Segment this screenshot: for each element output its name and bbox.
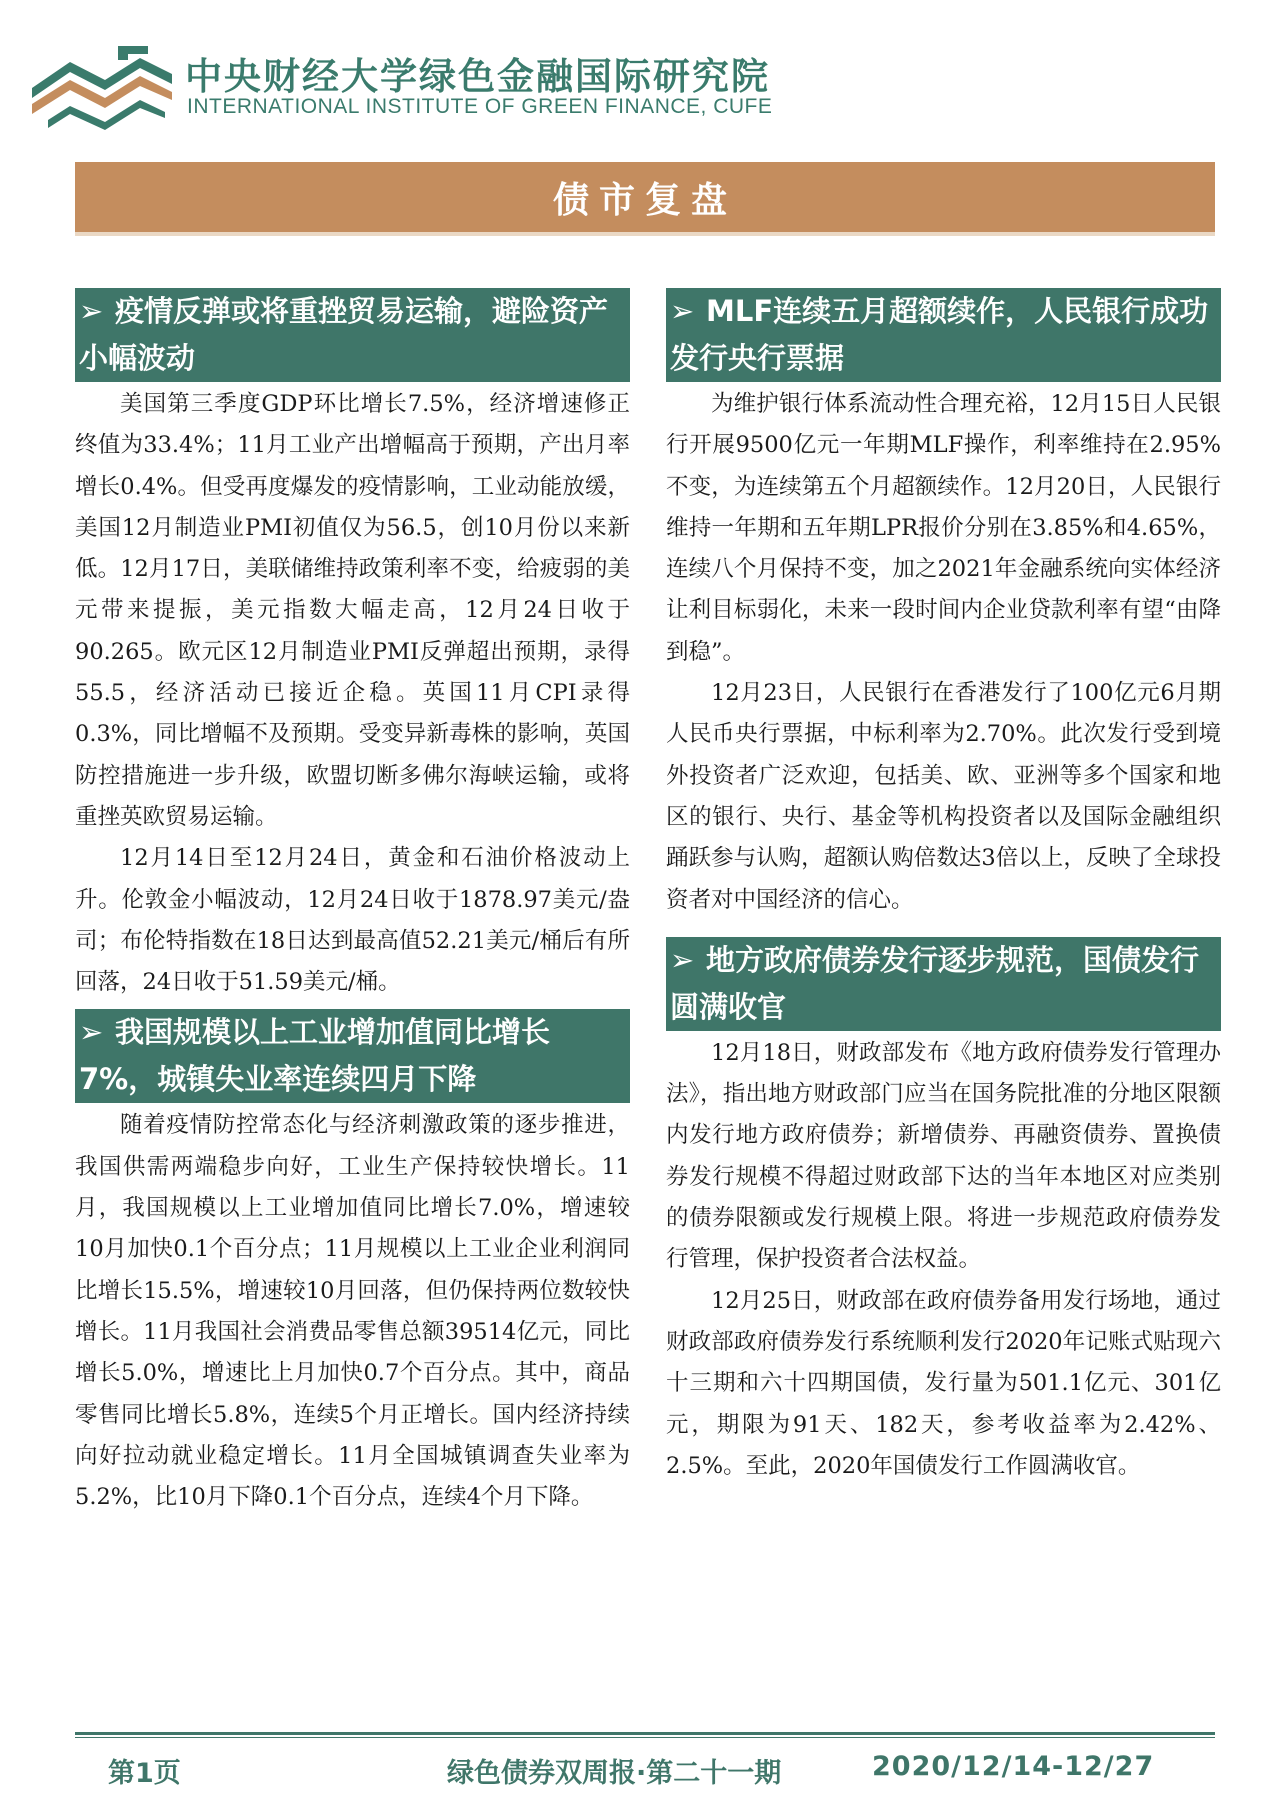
journal-title: 绿色债券双周报·第二十一期 — [447, 1758, 782, 1789]
institute-logo — [30, 40, 175, 135]
paragraph: 12月25日，财政部在政府债券备用发行场地，通过财政部政府债券发行系统顺利发行2020年记账式贴现六十三期和六十四期国债，发行量为501.1亿元、301亿元，期限为91天、182天，参考收益率为2.42%、2.5%。至此，2020年国债发行工作圆满收官。 — [666, 1287, 1221, 1479]
section-banner — [75, 162, 1215, 236]
section-heading: ➢ 疫情反弹或将重挫贸易运输，避险资产小幅波动 — [75, 288, 630, 382]
arrow-bullet-icon: ➢ — [670, 294, 695, 328]
right-column — [666, 288, 1221, 1487]
report-period: 2020/12/14-12/27 — [872, 1751, 1155, 1782]
arrow-bullet-icon: ➢ — [79, 294, 104, 328]
banner-title: 债市复盘 — [552, 179, 737, 221]
paragraph: 12月18日，财政部发布《地方政府债券发行管理办法》，指出地方财政部门应当在国务院批准的分地区限额内发行地方政府债券；新增债券、再融资债券、置换债券发行规模不得超过财政部下达的当年本地区对应类别的债券限额或发行规模上限。将进一步规范政府债券发行管理，保护投资者合法权益。 — [666, 1039, 1221, 1273]
page-footer — [75, 1745, 1215, 1795]
paragraph: 美国第三季度GDP环比增长7.5%，经济增速修正终值为33.4%；11月工业产出增幅高于预期，产出月率增长0.4%。但受再度爆发的疫情影响，工业动能放缓，美国12月制造业PMI初值仅为56.5，创10月份以来新低。12月17日，美联储维持政策利率不变，给疲弱的美元带来提振，美元指数大幅走高，12月24日收于90.265。欧元区12月制造业PMI反弹超出预期，录得55.5，经济活动已接近企稳。英国11月CPI录得0.3%，同比增幅不及预期。受变异新毒株的影响，英国防控措施进一步升级，欧盟切断多佛尔海峡运输，或将重挫英欧贸易运输。 — [75, 391, 630, 830]
arrow-bullet-icon: ➢ — [670, 942, 695, 977]
left-column — [75, 288, 630, 1518]
section-heading: ➢ 我国规模以上工业增加值同比增长7%，城镇失业率连续四月下降 — [75, 1009, 630, 1103]
section-heading: ➢ MLF连续五月超额续作，人民银行成功发行央行票据 — [666, 288, 1221, 382]
page-number: 第1页 — [108, 1758, 181, 1789]
paragraph: 随着疫情防控常态化与经济刺激政策的逐步推进，我国供需两端稳步向好，工业生产保持较快增长。11月，我国规模以上工业增加值同比增长7.0%，增速较10月加快0.1个百分点；11月规模以上工业企业利润同比增长15.5%，增速较10月回落，但仍保持两位数较快增长。11月我国社会消费品零售总额39514亿元，同比增长5.0%，增速比上月加快0.7个百分点。其中，商品零售同比增长5.8%，连续5个月正增长。国内经济持续向好拉动就业稳定增长。11月全国城镇调查失业率为5.2%，比10月下降0.1个百分点，连续4个月下降。 — [75, 1112, 630, 1511]
institute-name-cn: 中央财经大学绿色金融国际研究院 — [185, 55, 770, 98]
arrow-bullet-icon: ➢ — [79, 1015, 104, 1050]
page-header — [0, 0, 1280, 140]
paragraph: 为维护银行体系流动性合理充裕，12月15日人民银行开展9500亿元一年期MLF操作，利率维持在2.95%不变，为连续第五个月超额续作。12月20日，人民银行维持一年期和五年期LPR报价分别在3.85%和4.65%，连续八个月保持不变，加之2021年金融系统向实体经济让利目标弱化，未来一段时间内企业贷款利率有望“由降到稳”。 — [666, 391, 1221, 665]
paragraph: 12月23日，人民银行在香港发行了100亿元6月期人民币央行票据，中标利率为2.70%。此次发行受到境外投资者广泛欢迎，包括美、欧、亚洲等多个国家和地区的银行、央行、基金等机构投资者以及国际金融组织踊跃参与认购，超额认购倍数达3倍以上，反映了全球投资者对中国经济的信心。 — [666, 680, 1221, 913]
section-heading: ➢ 地方政府债券发行逐步规范，国债发行圆满收官 — [666, 937, 1221, 1031]
footer-rule-thin — [75, 1737, 1215, 1738]
paragraph: 12月14日至12月24日，黄金和石油价格波动上升。伦敦金小幅波动，12月24日收于1878.97美元/盎司；布伦特指数在18日达到最高值52.21美元/桶后有所回落，24日收于51.59美元/桶。 — [75, 845, 630, 996]
institute-name-en: INTERNATIONAL INSTITUTE OF GREEN FINANCE, CUFE — [187, 95, 773, 118]
footer-rule — [75, 1732, 1215, 1735]
